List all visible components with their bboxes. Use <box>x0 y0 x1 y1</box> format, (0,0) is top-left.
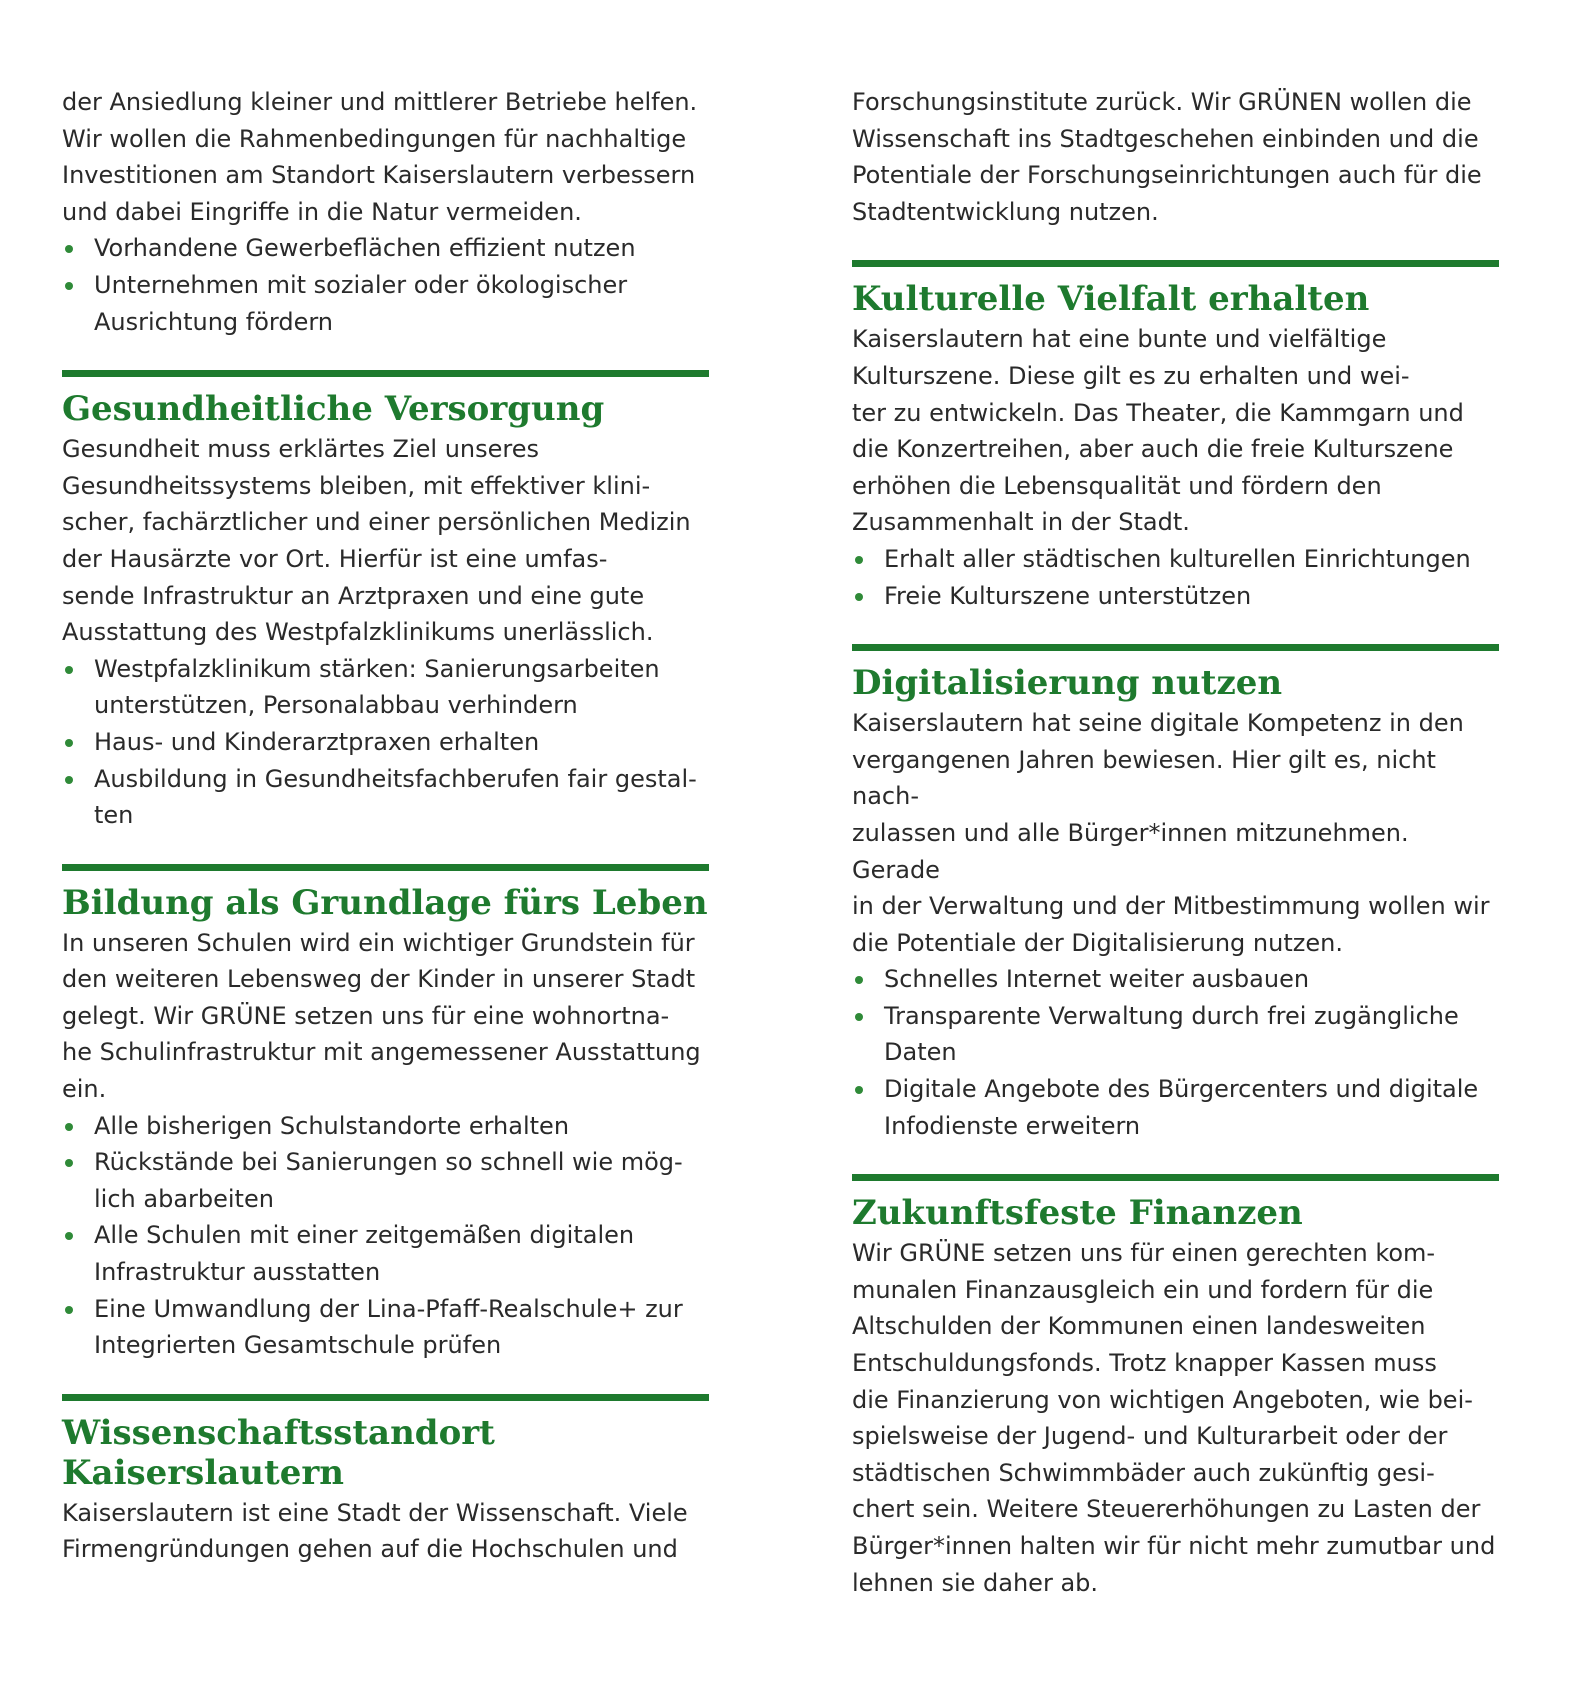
paragraph-line: städtischen Schwimmbäder auch zukünftig gesi- <box>852 1458 1435 1487</box>
paragraph-line: he Schulinfrastruktur mit angemessener Ausstattung <box>62 1038 701 1067</box>
bullet-line: Erhalt aller städtischen kulturellen Einrichtungen <box>884 544 1471 573</box>
paragraph-line: spielsweise der Jugend- und Kulturarbeit oder der <box>852 1422 1448 1451</box>
paragraph-line: der Ansiedlung kleiner und mittlerer Betriebe helfen. <box>62 88 698 116</box>
bullet-list <box>62 1108 709 1364</box>
bullet-line: ten <box>94 801 134 830</box>
section-divider <box>62 370 709 377</box>
bullet-item <box>62 724 709 761</box>
section-divider <box>852 644 1499 651</box>
section-divider <box>852 260 1499 267</box>
paragraph-line: Wissenschaft ins Stadtgeschehen einbinden und die <box>852 124 1479 153</box>
paragraph-line: zulassen und alle Bürger*innen mitzunehmen. Gerade <box>852 818 1409 884</box>
paragraph-line: erhöhen die Lebensqualität und fördern den <box>852 471 1382 500</box>
bullet-line: Westpfalzklinikum stärken: Sanierungsarbeiten <box>94 654 660 683</box>
paragraph-line: Kulturszene. Diese gilt es zu erhalten und wei- <box>852 361 1410 390</box>
body-paragraph <box>62 431 709 651</box>
paragraph-line: Forschungsinstitute zurück. Wir GRÜNEN wollen die <box>852 88 1472 116</box>
section-gesundheitliche-versorgung <box>62 370 709 834</box>
paragraph-line: der Hausärzte vor Ort. Hierfür ist eine umfas- <box>62 544 608 573</box>
paragraph-line: den weiteren Lebensweg der Kinder in unserer Stadt <box>62 965 696 994</box>
bullet-line: lich abarbeiten <box>94 1184 274 1213</box>
bullet-item <box>62 1291 709 1364</box>
paragraph-line: In unseren Schulen wird ein wichtiger Grundstein für <box>62 928 695 957</box>
section-heading <box>852 1193 1499 1233</box>
paragraph-line: scher, fachärztlicher und einer persönlichen Medizin <box>62 508 691 537</box>
bullet-line: Alle bisherigen Schulstandorte erhalten <box>94 1111 570 1140</box>
section-divider <box>62 1394 709 1401</box>
section-heading <box>62 883 709 923</box>
section-heading <box>852 279 1499 319</box>
bullet-item <box>62 1144 709 1217</box>
paragraph-line: Ausstattung des Westpfalzklinikums unerlässlich. <box>62 618 654 647</box>
paragraph-line: Kaiserslautern hat seine digitale Kompetenz in den <box>852 709 1464 738</box>
bullet-list <box>62 230 709 340</box>
paragraph-line: Zusammenhalt in der Stadt. <box>852 508 1190 537</box>
paragraph-line: die Potentiale der Digitalisierung nutzen. <box>852 928 1343 957</box>
bullet-item <box>852 541 1499 578</box>
paragraph-line: Entschuldungsfonds. Trotz knapper Kassen muss <box>852 1349 1437 1378</box>
body-paragraph <box>62 925 709 1108</box>
section-heading <box>852 663 1499 703</box>
paragraph-line: die Finanzierung von wichtigen Angeboten, wie bei- <box>852 1385 1473 1414</box>
bullet-item <box>852 578 1499 615</box>
right-column <box>852 84 1499 1601</box>
paragraph-line: lehnen sie daher ab. <box>852 1568 1099 1597</box>
paragraph-line: Gesundheitssystems bleiben, mit effektiver klini- <box>62 471 651 500</box>
section-heading <box>62 389 709 429</box>
paragraph-line: Kaiserslautern ist eine Stadt der Wissenschaft. Viele <box>62 1498 688 1527</box>
paragraph-line: chert sein. Weitere Steuererhöhungen zu Lasten der <box>852 1495 1481 1524</box>
paragraph-line: Wir GRÜNE setzen uns für einen gerechten kom- <box>852 1239 1436 1268</box>
bullet-item <box>62 651 709 724</box>
heading-line: Zukunftsfeste Finanzen <box>852 1193 1303 1234</box>
bullet-line: Eine Umwandlung der Lina-Pfaff-Realschule+ zur <box>94 1294 683 1323</box>
section-divider <box>852 1174 1499 1181</box>
section-heading <box>62 1413 709 1493</box>
bullet-item <box>62 230 709 267</box>
paragraph-line: vergangenen Jahren bewiesen. Hier gilt es, nicht nach- <box>852 745 1436 811</box>
paragraph-line: gelegt. Wir GRÜNE setzen uns für eine wohnortna- <box>62 1001 670 1030</box>
bullet-line: Rückstände bei Sanierungen so schnell wie mög- <box>94 1148 683 1177</box>
paragraph-line: Stadtentwicklung nutzen. <box>852 197 1159 226</box>
section-kulturelle-vielfalt-erhalten <box>852 260 1499 614</box>
bullet-item <box>62 1108 709 1145</box>
bullet-item <box>852 1071 1499 1144</box>
bullet-item <box>62 761 709 834</box>
bullet-item <box>852 961 1499 998</box>
paragraph-line: Kaiserslautern hat eine bunte und vielfältige <box>852 325 1387 354</box>
section-digitalisierung-nutzen <box>852 644 1499 1144</box>
bullet-line: Ausrichtung fördern <box>94 307 334 336</box>
bullet-line: Ausbildung in Gesundheitsfachberufen fair gestal- <box>94 764 697 793</box>
bullet-list <box>852 541 1499 614</box>
bullet-line: Transparente Verwaltung durch frei zugängliche <box>884 1001 1459 1030</box>
bullet-line: Alle Schulen mit einer zeitgemäßen digitalen <box>94 1221 635 1250</box>
heading-line: Kulturelle Vielfalt erhalten <box>852 279 1370 320</box>
heading-line: Wissenschaftsstandort <box>62 1412 495 1453</box>
bullet-line: Schnelles Internet weiter ausbauen <box>884 965 1310 994</box>
body-paragraph <box>852 705 1499 961</box>
body-paragraph <box>852 1235 1499 1601</box>
section-wissenschaftsstandort-kaiserslautern <box>62 1394 709 1568</box>
bullet-line: Infodienste erweitern <box>884 1111 1141 1140</box>
section-bildung-als-grundlage-fuers-leben <box>62 864 709 1364</box>
bullet-line: Daten <box>884 1038 957 1067</box>
section-divider <box>62 864 709 871</box>
heading-line: Bildung als Grundlage fürs Leben <box>62 882 708 923</box>
bullet-line: Digitale Angebote des Bürgercenters und digitale <box>884 1075 1479 1104</box>
paragraph-line: Potentiale der Forschungseinrichtungen auch für die <box>852 161 1482 190</box>
body-paragraph <box>62 1495 709 1568</box>
paragraph-line: Gesundheit muss erklärtes Ziel unseres <box>62 435 539 464</box>
paragraph-line: ein. <box>62 1075 107 1104</box>
section-zukunftsfeste-finanzen <box>852 1174 1499 1601</box>
bullet-line: Freie Kulturszene unterstützen <box>884 581 1252 610</box>
paragraph-line: Bürger*innen halten wir für nicht mehr zumutbar und <box>852 1532 1496 1560</box>
body-paragraph <box>852 84 1499 230</box>
paragraph-line: Firmengründungen gehen auf die Hochschulen und <box>62 1535 678 1564</box>
bullet-line: Haus- und Kinderarztpraxen erhalten <box>94 727 540 756</box>
bullet-line: unterstützen, Personalabbau verhindern <box>94 691 578 720</box>
bullet-line: Infrastruktur ausstatten <box>94 1258 381 1287</box>
paragraph-line: ter zu entwickeln. Das Theater, die Kammgarn und <box>852 398 1464 427</box>
paragraph-line: die Konzertreihen, aber auch die freie Kulturszene <box>852 435 1454 464</box>
paragraph-line: Investitionen am Standort Kaiserslautern verbessern <box>62 161 696 190</box>
bullet-line: Vorhandene Gewerbeflächen effizient nutzen <box>94 234 636 263</box>
paragraph-line: sende Infrastruktur an Arztpraxen und eine gute <box>62 581 645 610</box>
paragraph-line: Altschulden der Kommunen einen landesweiten <box>852 1312 1426 1341</box>
bullet-line: Integrierten Gesamtschule prüfen <box>94 1331 502 1360</box>
bullet-item <box>62 267 709 340</box>
bullet-list <box>62 651 709 834</box>
bullet-item <box>62 1217 709 1290</box>
paragraph-line: munalen Finanzausgleich ein und fordern für die <box>852 1275 1434 1304</box>
left-column <box>62 84 709 1568</box>
paragraph-line: Wir wollen die Rahmenbedingungen für nachhaltige <box>62 124 687 153</box>
paragraph-line: in der Verwaltung und der Mitbestimmung wollen wir <box>852 892 1490 921</box>
body-paragraph <box>62 84 709 230</box>
bullet-item <box>852 998 1499 1071</box>
body-paragraph <box>852 321 1499 541</box>
bullet-line: Unternehmen mit sozialer oder ökologischer <box>94 270 628 299</box>
paragraph-line: und dabei Eingriffe in die Natur vermeiden. <box>62 197 582 226</box>
heading-line: Digitalisierung nutzen <box>852 663 1283 704</box>
heading-line: Gesundheitliche Versorgung <box>62 389 605 430</box>
heading-line: Kaiserslautern <box>62 1452 344 1493</box>
bullet-list <box>852 961 1499 1144</box>
